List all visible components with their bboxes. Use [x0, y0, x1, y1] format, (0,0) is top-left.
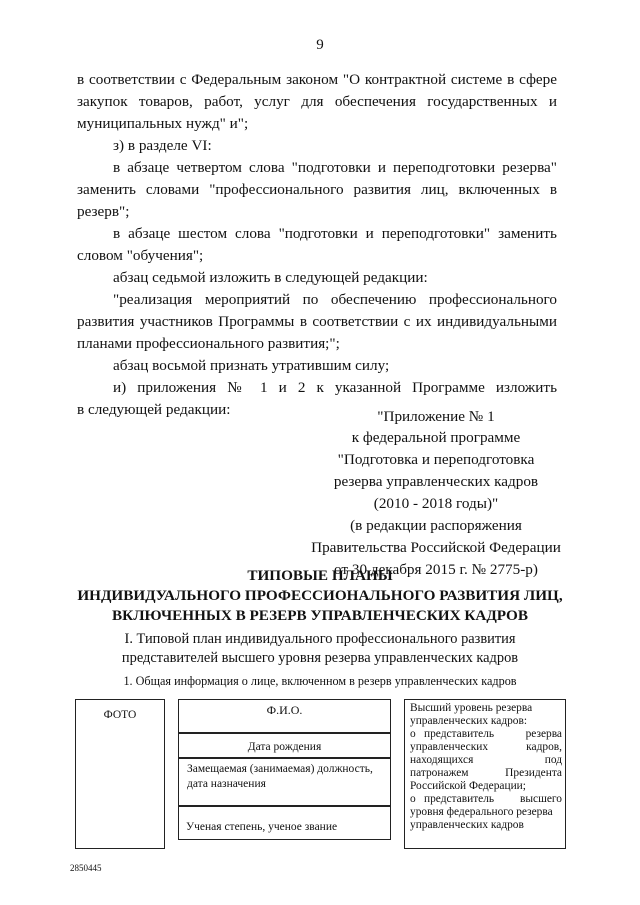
- position-label: дата назначения: [187, 778, 266, 790]
- fio-cell: [178, 699, 391, 733]
- reserve-text: уровня федерального резерва: [410, 806, 553, 818]
- page-number: 9: [316, 37, 324, 53]
- photo-label: ФОТО: [103, 709, 137, 721]
- reserve-text: патронажем Президента: [410, 767, 562, 779]
- document-title: ВКЛЮЧЕННЫХ В РЕЗЕРВ УПРАВЛЕНЧЕСКИХ КАДРОВ: [112, 607, 528, 624]
- reserve-text: управленческих кадров: [410, 819, 524, 831]
- body-line: и) приложения № 1 и 2 к указанной Программе изложить: [113, 379, 557, 396]
- body-line: заменить словами "профессионального развития лиц, включенных в: [77, 181, 557, 198]
- body-line: абзац седьмой изложить в следующей редакции:: [113, 269, 428, 286]
- appendix-line: резерва управленческих кадров: [333, 473, 539, 490]
- body-line: развития участников Программы в соответствии с их индивидуальными: [77, 313, 557, 330]
- birth-date-cell: [178, 733, 391, 758]
- reserve-text: представитель резерва: [424, 728, 562, 740]
- appendix-line: Правительства Российской Федерации: [311, 539, 561, 556]
- appendix-line: (в редакции распоряжения: [350, 517, 522, 534]
- body-line: в следующей редакции:: [77, 401, 231, 418]
- appendix-line: "Приложение № 1: [377, 408, 495, 425]
- body-line: в соответствии с Федеральным законом "О контрактной системе в сфере: [77, 71, 557, 88]
- body-line: з) в разделе VI:: [113, 137, 212, 154]
- fio-label: Ф.И.О.: [266, 703, 303, 717]
- degree-label: Ученая степень, ученое звание: [186, 821, 338, 833]
- reserve-text: находящихся под: [410, 754, 562, 766]
- reserve-text: представитель высшего: [424, 793, 562, 805]
- appendix-line: (2010 - 2018 годы)": [373, 495, 499, 512]
- reserve-text: Высший уровень резерва: [410, 702, 533, 714]
- body-line: закупок товаров, работ, услуг для обеспечения государственных и: [77, 93, 557, 110]
- reserve-text: управленческих кадров,: [410, 741, 562, 753]
- body-line: абзац восьмой признать утратившим силу;: [113, 357, 390, 374]
- section-heading: представителей высшего уровня резерва управленческих кадров: [121, 650, 519, 666]
- body-line: словом "обучения";: [77, 247, 204, 264]
- photo-box: [75, 699, 165, 849]
- bullet-icon: o: [410, 728, 416, 740]
- appendix-line: "Подготовка и переподготовка: [337, 451, 535, 468]
- body-line: муниципальных нужд" и";: [77, 115, 249, 132]
- document-title: ТИПОВЫЕ ПЛАНЫ: [247, 567, 393, 584]
- appendix-line: к федеральной программе: [351, 429, 521, 446]
- document-title: ИНДИВИДУАЛЬНОГО ПРОФЕССИОНАЛЬНОГО РАЗВИТИЯ ЛИЦ,: [77, 587, 563, 604]
- subsection-heading: 1. Общая информация о лице, включенном в резерв управленческих кадров: [123, 674, 517, 688]
- position-label: Замещаемая (занимаемая) должность,: [187, 763, 373, 775]
- birth-date-label: Дата рождения: [247, 741, 322, 753]
- bullet-icon: o: [410, 793, 416, 805]
- body-line: резерв";: [77, 203, 130, 220]
- document-code: 2850445: [70, 863, 102, 873]
- body-line: "реализация мероприятий по обеспечению профессионального: [113, 291, 557, 308]
- appendix-line: от 30 декабря 2015 г. № 2775-р): [334, 561, 538, 578]
- reserve-text: Российской Федерации;: [410, 780, 526, 792]
- body-line: в абзаце шестом слова "подготовки и переподготовки" заменить: [113, 225, 557, 242]
- reserve-text: управленческих кадров:: [410, 715, 528, 727]
- body-line: планами профессионального развития;";: [77, 335, 340, 352]
- position-cell: [178, 758, 391, 806]
- body-line: в абзаце четвертом слова "подготовки и переподготовки резерва": [113, 159, 557, 176]
- section-heading: I. Типовой план индивидуального профессионального развития: [124, 631, 516, 647]
